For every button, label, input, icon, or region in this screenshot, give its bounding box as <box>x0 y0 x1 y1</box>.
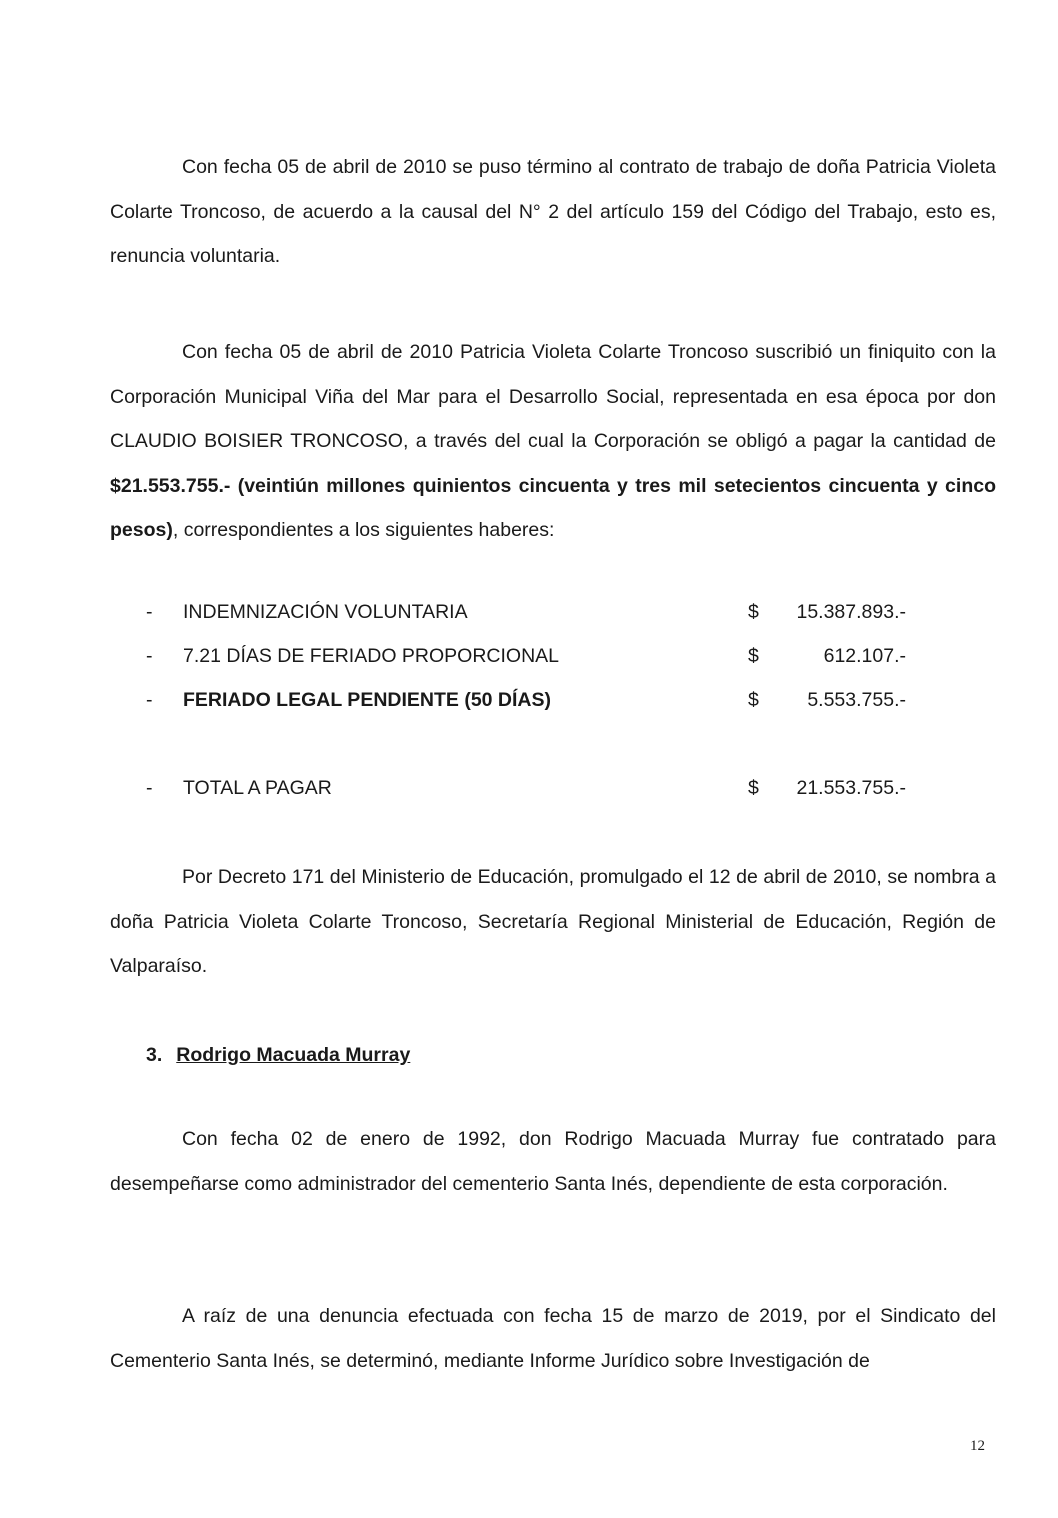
item-currency: $ <box>748 601 759 623</box>
item-amount: 5.553.755.- <box>807 689 906 711</box>
item-label: 7.21 DÍAS DE FERIADO PROPORCIONAL <box>183 645 560 667</box>
item-amount: 15.387.893.- <box>796 601 906 623</box>
total-label: TOTAL A PAGAR <box>183 777 332 799</box>
list-item-total <box>146 773 906 803</box>
paragraph-text-end: , correspondientes a los siguientes haberes: <box>172 519 555 541</box>
list-bullet: - <box>146 689 153 711</box>
list-bullet: - <box>146 645 153 667</box>
paragraph-contract-termination <box>110 145 996 279</box>
paragraph-text: Por Decreto 171 del Ministerio de Educación, promulgado el 12 de abril de 2010, se nombra a doña Patricia Violeta Colarte Troncoso, Secretaría Regional Ministerial de Educación, Región de Valparaíso. <box>110 866 996 977</box>
item-currency: $ <box>748 689 759 711</box>
paragraph-text: Con fecha 05 de abril de 2010 se puso término al contrato de trabajo de doña Patricia Violeta Colarte Troncoso, de acuerdo a la causal del N° 2 del artículo 159 del Código del Trabajo, esto es, renuncia voluntaria. <box>110 156 996 267</box>
paragraph-text: A raíz de una denuncia efectuada con fecha 15 de marzo de 2019, por el Sindicato del Cementerio Santa Inés, se determinó, mediante Informe Jurídico sobre Investigación de <box>110 1305 996 1372</box>
paragraph-text: Con fecha 05 de abril de 2010 Patricia Violeta Colarte Troncoso suscribió un finiquito con la Corporación Municipal Viña del Mar para el Desarrollo Social, representada en esa época por don CLAUDIO BOISIER TRONCOSO, a través del cual la Corporación se obligó a pagar la cantidad de <box>110 341 996 452</box>
paragraph-decree <box>110 855 996 989</box>
paragraph-settlement <box>110 330 996 553</box>
paragraph-complaint <box>110 1294 996 1383</box>
section-heading <box>146 1040 410 1070</box>
paragraph-text: Con fecha 02 de enero de 1992, don Rodrigo Macuada Murray fue contratado para desempeñarse como administrador del cementerio Santa Inés, dependiente de esta corporación. <box>110 1128 996 1195</box>
list-item-feriado-proporcional <box>146 641 906 671</box>
settlement-amount-bold: $21.553.755.- (veintiún millones quinientos cincuenta y tres mil setecientos cincuenta y cinco pesos) <box>110 474 996 541</box>
section-number: 3. <box>146 1044 163 1066</box>
total-currency: $ <box>748 777 759 799</box>
list-bullet: - <box>146 777 153 799</box>
item-amount: 612.107.- <box>823 645 906 667</box>
item-label-bold: FERIADO LEGAL PENDIENTE (50 DÍAS) <box>183 689 552 711</box>
total-amount: 21.553.755.- <box>796 777 906 799</box>
item-currency: $ <box>748 645 759 667</box>
page-number: 12 <box>970 1438 985 1454</box>
paragraph-hiring <box>110 1117 996 1206</box>
section-title: Rodrigo Macuada Murray <box>176 1044 411 1066</box>
item-label: INDEMNIZACIÓN VOLUNTARIA <box>183 601 468 623</box>
list-item-indemnizacion <box>146 597 906 627</box>
list-item-feriado-legal <box>146 685 906 715</box>
list-bullet: - <box>146 601 153 623</box>
